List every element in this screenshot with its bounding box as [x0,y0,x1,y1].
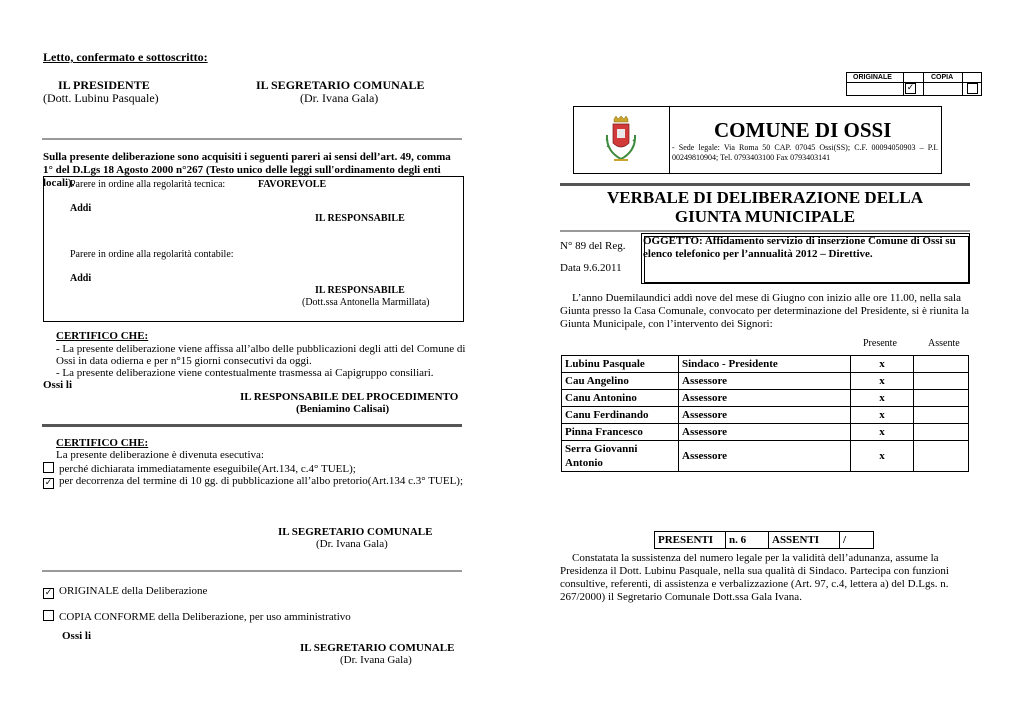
reg-number: N° 89 del Reg. [560,240,626,252]
checkbox-checked-icon[interactable]: ✓ [44,478,53,488]
segretario-name: (Dr. Ivana Gala) [300,91,379,105]
ossi-li-1: Ossi li [43,379,73,391]
addi-2: Addi [70,273,92,284]
resp-procedimento-name: (Beniamino Calisai) [296,403,390,415]
comune-info: - Sede legale: Via Roma 50 CAP. 07045 Ossi(SS); C.F. 00094050903 – P.I. 00249810904; Tel. 0793403100 Fax 0793403141 [672,143,938,162]
assenti-value: / [840,532,874,549]
certifico-1-line-1: - La presente deliberazione viene affissa all’albo delle pubblicazioni degli atti del Comune di [56,343,466,355]
parere-contabile-label: Parere in ordine alla regolarità contabile: [70,249,234,260]
originale-option [43,585,207,599]
member-assente [914,390,969,407]
verbale-title-line-2: GIUNTA MUNICIPALE [674,207,856,226]
verbale-title-line-1: VERBALE DI DELIBERAZIONE DELLA [607,188,923,207]
divider [42,138,462,140]
member-presente: x [851,373,914,390]
member-name: Serra Giovanni Antonio [562,441,679,472]
ossi-li-2: Ossi li [62,630,92,642]
member-row [562,373,969,390]
intro-text: L’anno Duemilaundici addì nove del mese di Giugno con inizio alle ore 11.00, nella sala Giunta presso la Casa Comunale, convocato per determinazione del Presidente, si è riunita la Giunta Municipale, con l’intervento dei Signori: [560,292,970,330]
member-row [562,407,969,424]
parere-tecnica-label: Parere in ordine alla regolarità tecnica: [70,179,226,190]
certifico-1-line-2: Ossi in data odierna e per n°15 giorni consecutivi da oggi. [56,355,312,367]
member-assente [914,424,969,441]
copia-label: COPIA CONFORME della Deliberazione, per uso amministrativo [59,611,351,623]
oggetto-box [641,233,970,284]
resp-procedimento-title: IL RESPONSABILE DEL PROCEDIMENTO [240,391,459,403]
divider [42,424,462,427]
copy-type-box [846,72,982,96]
member-assente [914,356,969,373]
members-table [561,355,969,472]
divider [42,570,462,572]
member-row [562,356,969,373]
parere-tecnica-value: FAVOREVOLE [258,179,327,190]
member-name: Pinna Francesco [562,424,679,441]
presidente-name: (Dott. Lubinu Pasquale) [43,91,159,105]
option-immediata-label: perché dichiarata immediatamente eseguibile(Art.134, c.4° TUEL); [59,463,356,475]
certifico-1-title: CERTIFICO CHE: [56,330,149,342]
member-row [562,441,969,472]
member-presente: x [851,441,914,472]
oggetto-text: OGGETTO: Affidamento servizio di inserzione Comune di Ossi su elenco telefonico per l’annualità 2012 – Direttive. [643,235,956,260]
member-presente: x [851,390,914,407]
divider [560,230,970,232]
member-role: Sindaco - Presidente [679,356,851,373]
member-assente [914,441,969,472]
attendance-summary [654,531,874,549]
member-role: Assessore [679,373,851,390]
member-presente: x [851,407,914,424]
copia-head: COPIA [931,74,954,81]
originale-label: ORIGINALE della Deliberazione [59,585,208,597]
signatures-heading: Letto, confermato e sottoscritto: [43,50,208,64]
segretario-2-title: IL SEGRETARIO COMUNALE [278,526,433,538]
option-decorrenza [43,475,463,489]
addi-1: Addi [70,203,92,214]
divider [560,183,970,186]
member-presente: x [851,356,914,373]
copia-option [43,610,351,624]
segretario-2-name: (Dr. Ivana Gala) [316,538,388,550]
member-role: Assessore [679,390,851,407]
member-name: Cau Angelino [562,373,679,390]
presenti-value: n. 6 [726,532,769,549]
coat-of-arms-icon [604,115,638,165]
responsabile-2-name: (Dott.ssa Antonella Marmillata) [302,297,430,308]
member-role: Assessore [679,424,851,441]
presente-head: Presente [863,338,897,349]
certifico-1-line-3: - La presente deliberazione viene contestualmente trasmessa ai Capigruppo consiliari. [56,367,434,379]
member-presente: x [851,424,914,441]
member-row [562,424,969,441]
member-name: Canu Ferdinando [562,407,679,424]
certifico-2-line-1: La presente deliberazione è divenuta esecutiva: [56,449,264,461]
segretario-3-name: (Dr. Ivana Gala) [340,654,412,666]
member-row [562,390,969,407]
constatata-text: Constatata la sussistenza del numero legale per la validità dell’adunanza, assume la Presidenza il Dott. Lubinu Pasquale, nella sua qualità di Sindaco. Partecipa con funzioni consultive, referenti, di assistenza e verbalizzazione (Art. 97, c.4, lettera a) del D.Lgs. n. 267/2000) il Segretario Comunale Dott.ssa Gala Ivana. [560,552,949,603]
copia-checkbox-empty-icon[interactable] [967,83,978,94]
member-name: Canu Antonino [562,390,679,407]
comune-title: COMUNE DI OSSI [714,118,892,142]
checkbox-empty-icon[interactable] [43,462,54,473]
delibera-date: Data 9.6.2011 [560,262,622,274]
checkbox-empty-icon[interactable] [43,610,54,621]
pareri-box [43,176,464,322]
comune-header-box [573,106,942,174]
assente-head: Assente [928,338,960,349]
segretario-title: IL SEGRETARIO COMUNALE [256,78,425,92]
presidente-title: IL PRESIDENTE [58,78,150,92]
originale-checkbox-checked-icon[interactable]: ✓ [906,83,915,93]
member-assente [914,373,969,390]
member-assente [914,407,969,424]
member-name: Lubinu Pasquale [562,356,679,373]
responsabile-1: IL RESPONSABILE [315,213,405,224]
member-role: Assessore [679,407,851,424]
segretario-3-title: IL SEGRETARIO COMUNALE [300,642,455,654]
presenti-label: PRESENTI [655,532,726,549]
option-immediata [43,462,356,476]
member-role: Assessore [679,441,851,472]
originale-head: ORIGINALE [853,74,892,81]
pareri-intro: Sulla presente deliberazione sono acquisiti i seguenti pareri ai sensi dell’art. 49, comma 1° del D.Lgs 18 Agosto 2000 n°267 (Testo unico delle leggi sull'ordinamento degli enti locali). [43,151,451,189]
assenti-label: ASSENTI [769,532,840,549]
option-decorrenza-label: per decorrenza del termine di 10 gg. di pubblicazione all’albo pretorio(Art.134 c.3° TUEL); [59,475,464,487]
certifico-2-title: CERTIFICO CHE: [56,437,149,449]
responsabile-2: IL RESPONSABILE [315,285,405,296]
checkbox-checked-icon[interactable]: ✓ [44,588,53,598]
